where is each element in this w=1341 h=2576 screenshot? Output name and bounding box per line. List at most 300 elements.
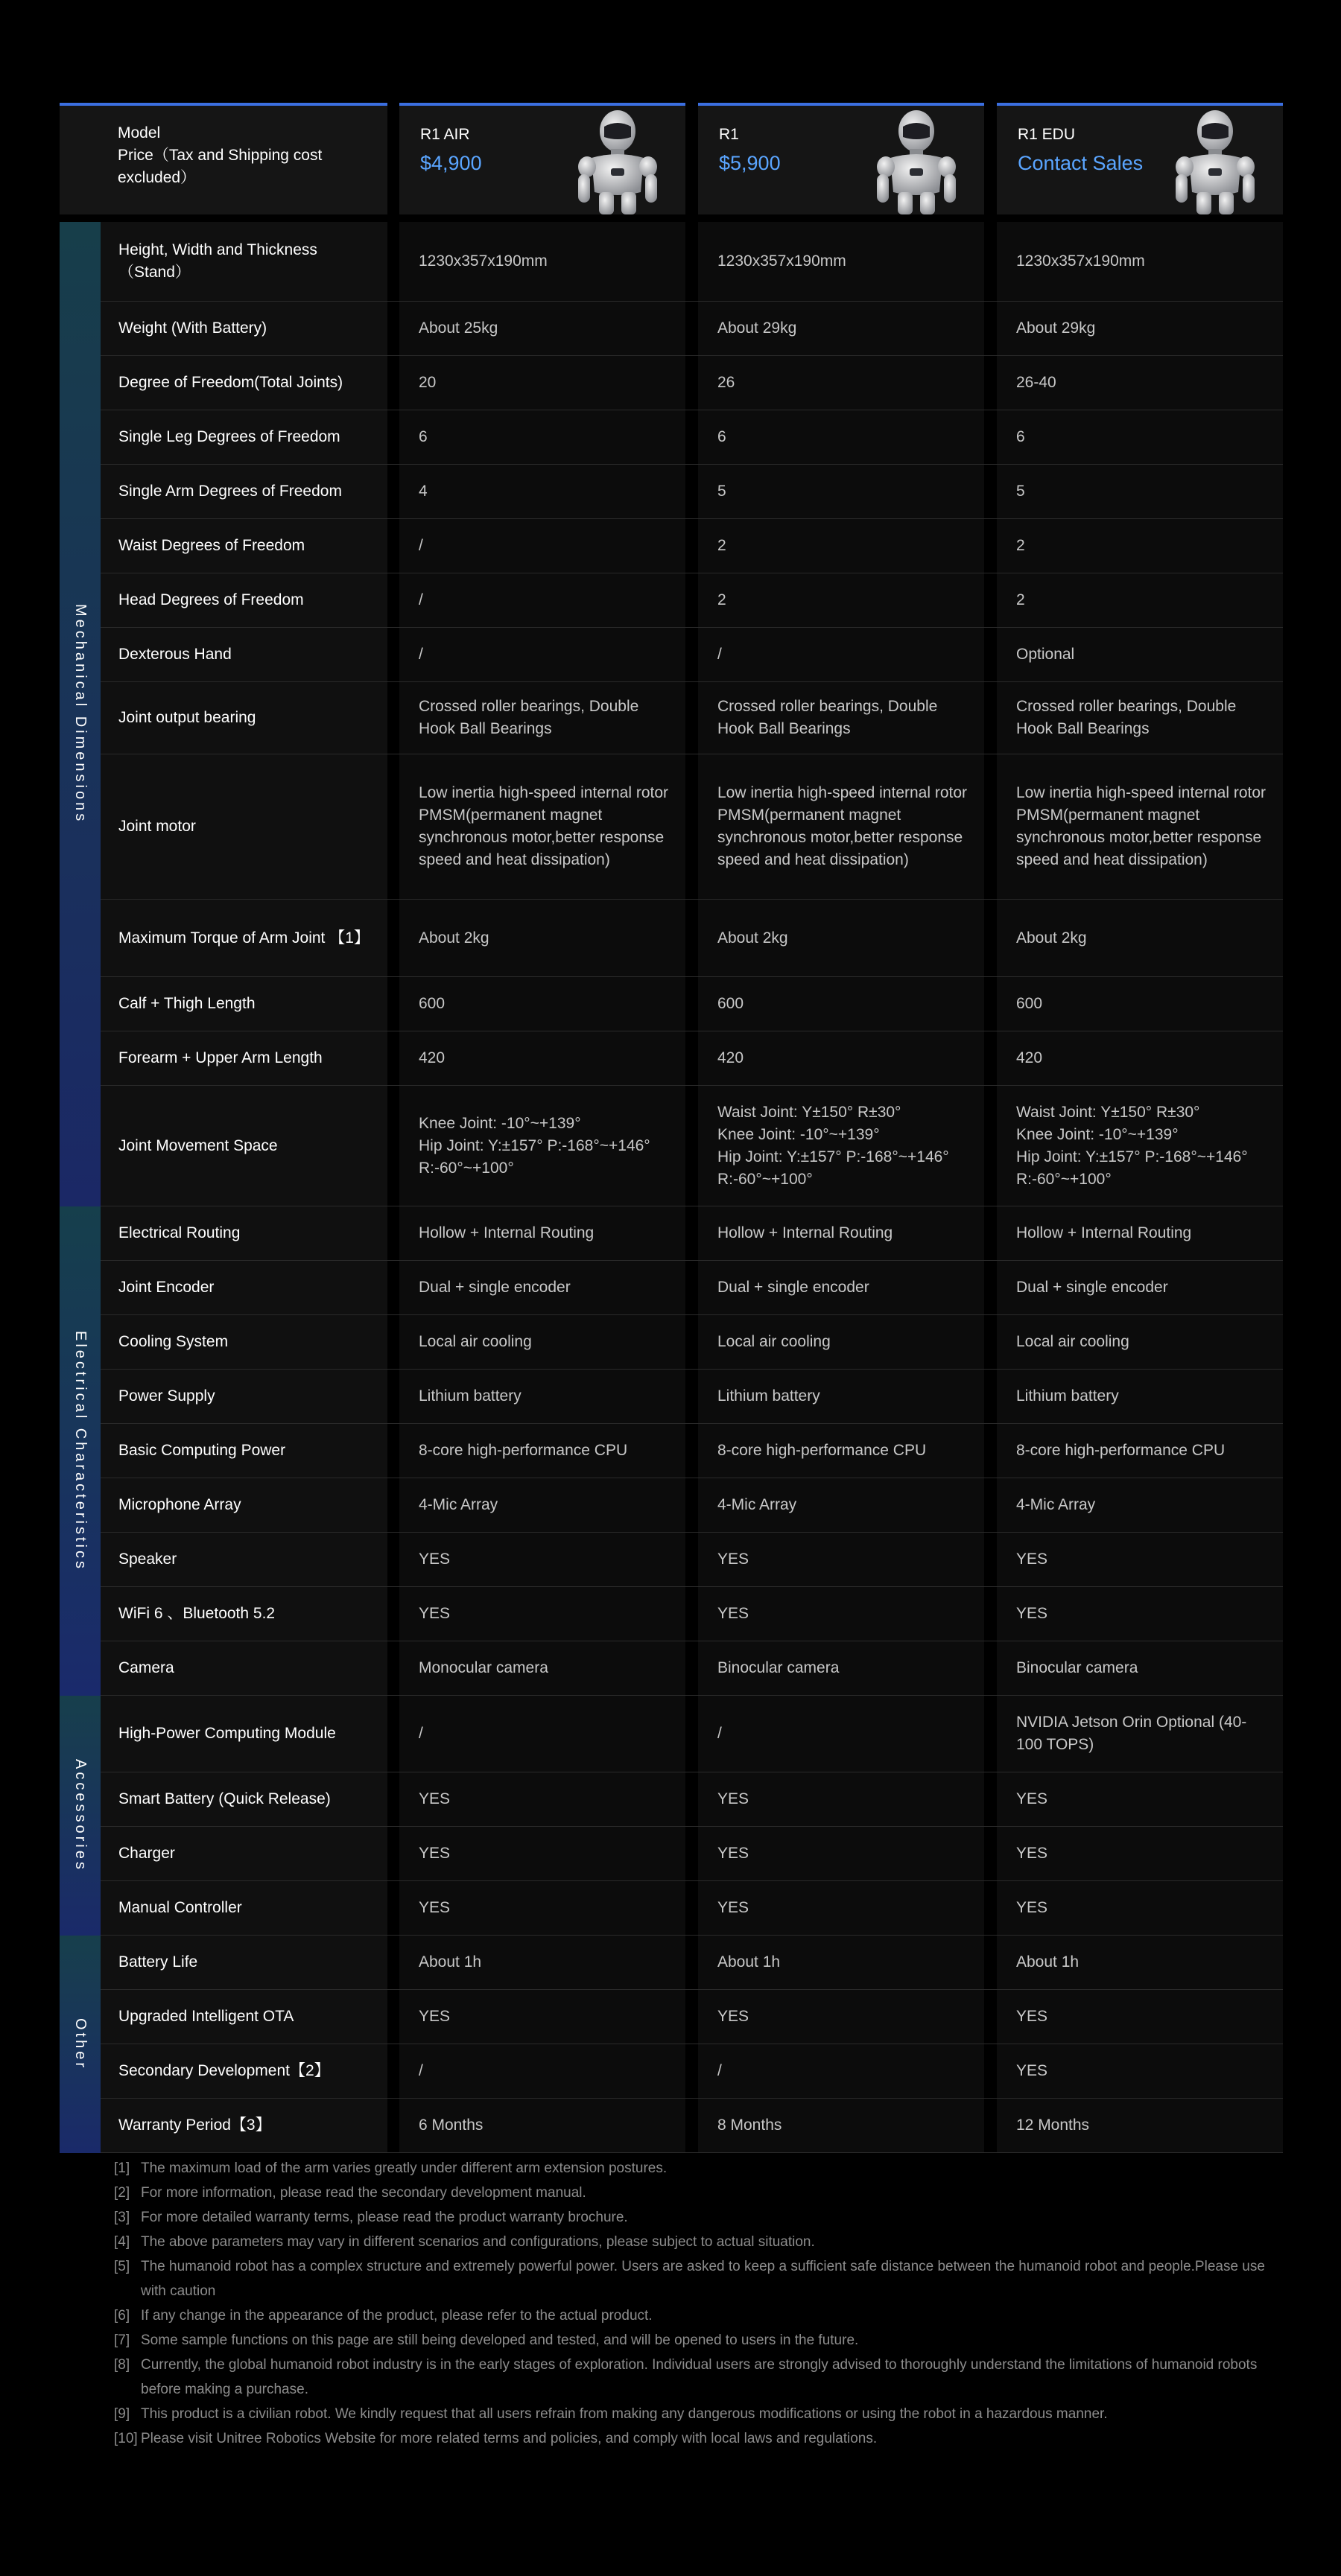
spec-value (698, 1086, 984, 1206)
section-label (60, 222, 101, 1206)
spec-value (399, 356, 685, 410)
product-column-r1[interactable] (698, 103, 984, 214)
footnote-number: [7] (114, 2332, 130, 2348)
spec-value (997, 2044, 1283, 2098)
spec-value (399, 2044, 685, 2098)
spec-label-text: Forearm + Upper Arm Length (118, 1049, 323, 1066)
spec-value-text: YES (1016, 1790, 1048, 1807)
spec-row (101, 1772, 1283, 1827)
spec-value (997, 410, 1283, 464)
footnote-text: For more detailed warranty terms, please read the product warranty brochure. (141, 2210, 628, 2225)
spec-value (698, 1533, 984, 1586)
spec-value (698, 410, 984, 464)
spec-value (698, 1424, 984, 1478)
spec-value-text: / (717, 646, 722, 663)
spec-label-text: Degree of Freedom(Total Joints) (118, 374, 343, 391)
spec-value (399, 1315, 685, 1369)
footnote-text: If any change in the appearance of the product, please refer to the actual product. (141, 2308, 653, 2324)
spec-value-text: / (419, 646, 423, 663)
spec-label-text: Camera (118, 1659, 174, 1676)
spec-value-text: 2 (717, 591, 726, 608)
spec-label-text: Joint Movement Space (118, 1136, 278, 1154)
spec-value (698, 573, 984, 627)
spec-value-text: YES (1016, 1845, 1048, 1862)
spec-label-text: Dexterous Hand (118, 646, 232, 663)
product-column-r1-edu[interactable] (997, 103, 1283, 214)
spec-value (399, 1533, 685, 1586)
spec-value-text: YES (717, 1790, 749, 1807)
spec-value (997, 682, 1283, 754)
spec-value-text: 4-Mic Array (1016, 1496, 1096, 1513)
spec-label (101, 465, 387, 518)
spec-value-text: 2 (717, 537, 726, 554)
spec-value (997, 1086, 1283, 1206)
spec-value (698, 465, 984, 518)
spec-section (60, 1696, 1283, 1936)
spec-value (997, 1936, 1283, 1989)
spec-value (698, 900, 984, 976)
section-title: Other (72, 2017, 89, 2071)
spec-value-text: 1230x357x190mm (1016, 252, 1145, 270)
spec-row (101, 754, 1283, 900)
spec-value (997, 1424, 1283, 1478)
spec-value-text: About 25kg (419, 319, 498, 337)
spec-row (101, 900, 1283, 977)
spec-label (101, 1641, 387, 1695)
spec-label (101, 1827, 387, 1880)
spec-value (997, 1533, 1283, 1586)
spec-label (101, 682, 387, 754)
spec-label-text: Electrical Routing (118, 1224, 241, 1241)
spec-value-text: / (717, 2062, 722, 2079)
spec-label-text: Calf + Thigh Length (118, 995, 256, 1012)
spec-value (997, 977, 1283, 1031)
spec-row (101, 2099, 1283, 2153)
spec-row (101, 1478, 1283, 1533)
spec-label (101, 900, 387, 976)
spec-label (101, 1086, 387, 1206)
spec-value (399, 1641, 685, 1695)
spec-row (101, 1533, 1283, 1587)
spec-label (101, 1587, 387, 1641)
spec-value-text: Binocular camera (1016, 1659, 1138, 1676)
spec-label-text: High-Power Computing Module (118, 1725, 336, 1742)
spec-row (101, 628, 1283, 682)
spec-value-text: YES (717, 1899, 749, 1916)
footnote-number: [4] (114, 2234, 130, 2250)
spec-section (60, 1206, 1283, 1696)
spec-value-text: YES (419, 1845, 451, 1862)
spec-value-text: Knee Joint: -10°~+139° Hip Joint: Y:±157° P:-168°~+146° R:-60°~+100° (419, 1114, 650, 1177)
spec-row (101, 1881, 1283, 1936)
spec-value (399, 1370, 685, 1423)
section-title: Electrical Characteristics (72, 1331, 89, 1571)
spec-value-text: 2 (1016, 591, 1025, 608)
spec-value (698, 682, 984, 754)
spec-value-text: 420 (1016, 1049, 1043, 1066)
spec-value (997, 1261, 1283, 1314)
footnote-number: [9] (114, 2406, 130, 2422)
spec-value (698, 1827, 984, 1880)
spec-value-text: Optional (1016, 646, 1075, 663)
spec-value (698, 519, 984, 573)
section-title: Mechanical Dimensions (72, 604, 89, 824)
product-price: $4,900 (420, 152, 482, 174)
spec-value-text: 8-core high-performance CPU (1016, 1442, 1226, 1459)
spec-value-text: Crossed roller bearings, Double Hook Ball Bearings (717, 698, 938, 737)
spec-value (698, 1990, 984, 2044)
spec-value-text: 12 Months (1016, 2117, 1090, 2134)
spec-value (698, 222, 984, 301)
spec-value (997, 1206, 1283, 1260)
spec-value (997, 222, 1283, 301)
spec-value-text: Low inertia high-speed internal rotor PMSM(permanent magnet synchronous motor,better response speed and heat dissipation) (419, 784, 669, 868)
spec-value (997, 1031, 1283, 1085)
spec-value-text: About 2kg (717, 929, 788, 947)
spec-value (997, 1772, 1283, 1826)
spec-value (399, 1478, 685, 1532)
section-title: Accessories (72, 1759, 89, 1872)
spec-value (997, 754, 1283, 899)
spec-value (399, 1086, 685, 1206)
spec-value-text: YES (1016, 2008, 1048, 2025)
header-label-cell (60, 103, 387, 214)
spec-value-text: 600 (717, 995, 744, 1012)
product-name: R1 AIR (420, 126, 470, 143)
spec-label-text: Power Supply (118, 1387, 215, 1405)
spec-value-text: 600 (419, 995, 446, 1012)
spec-label (101, 1478, 387, 1532)
spec-label (101, 1936, 387, 1989)
spec-value-text: / (419, 537, 423, 554)
spec-value-text: 1230x357x190mm (717, 252, 846, 270)
spec-row (101, 519, 1283, 573)
spec-value (997, 1315, 1283, 1369)
spec-value (399, 2099, 685, 2152)
spec-label-text: Height, Width and Thickness （Stand） (118, 241, 317, 281)
price-label: Price（Tax and Shipping cost excluded） (118, 147, 323, 186)
spec-value-text: About 29kg (717, 319, 797, 337)
spec-value-text: Hollow + Internal Routing (419, 1224, 595, 1241)
robot-image (569, 109, 666, 214)
spec-label (101, 302, 387, 355)
footnote-text: Some sample functions on this page are still being developed and tested, and will be opened to users in the future. (141, 2332, 859, 2348)
spec-value-text: Hollow + Internal Routing (717, 1224, 893, 1241)
spec-label (101, 222, 387, 301)
spec-value-text: Lithium battery (419, 1387, 522, 1405)
spec-value-text: Binocular camera (717, 1659, 840, 1676)
footnote (114, 2426, 1284, 2451)
spec-label-text: Smart Battery (Quick Release) (118, 1790, 331, 1807)
spec-row (101, 1990, 1283, 2044)
spec-value (399, 1424, 685, 1478)
spec-value (997, 900, 1283, 976)
spec-value (997, 302, 1283, 355)
spec-label (101, 573, 387, 627)
spec-section (60, 1936, 1283, 2153)
spec-value-text: 6 (717, 428, 726, 445)
spec-value (399, 1990, 685, 2044)
spec-value-text: YES (419, 1899, 451, 1916)
spec-value (997, 1881, 1283, 1935)
footnote-text: Currently, the global humanoid robot industry is in the early stages of exploration. Individual users are strongly advised to thoroughly understand the limitations of humanoid robots before making a purchase. (141, 2357, 1258, 2397)
spec-value (698, 628, 984, 681)
footnote (114, 2402, 1284, 2426)
spec-label-text: Manual Controller (118, 1899, 242, 1916)
spec-value (997, 2099, 1283, 2152)
spec-value-text: 420 (419, 1049, 446, 1066)
spec-value-text: YES (419, 1605, 451, 1622)
spec-value-text: About 29kg (1016, 319, 1096, 337)
spec-value-text: Low inertia high-speed internal rotor PMSM(permanent magnet synchronous motor,better response speed and heat dissipation) (1016, 784, 1266, 868)
spec-value (399, 754, 685, 899)
spec-value-text: YES (1016, 1605, 1048, 1622)
spec-value-text: About 2kg (419, 929, 489, 947)
spec-value-text: YES (419, 1551, 451, 1568)
spec-value (698, 1881, 984, 1935)
spec-value (399, 682, 685, 754)
spec-row (101, 1031, 1283, 1086)
spec-value (698, 1587, 984, 1641)
spec-label (101, 410, 387, 464)
spec-value-text: 6 Months (419, 2117, 484, 2134)
spec-value (399, 1587, 685, 1641)
spec-label (101, 356, 387, 410)
spec-value-text: YES (717, 1845, 749, 1862)
spec-value (399, 1031, 685, 1085)
spec-value-text: / (419, 1725, 423, 1742)
spec-value (997, 1587, 1283, 1641)
spec-label (101, 1424, 387, 1478)
spec-value (399, 1696, 685, 1772)
footnote-text: For more information, please read the secondary development manual. (141, 2185, 586, 2201)
spec-value-text: 5 (717, 483, 726, 500)
footnote-number: [8] (114, 2357, 130, 2373)
spec-value (698, 1315, 984, 1369)
table-header (60, 103, 1283, 214)
spec-value (997, 1641, 1283, 1695)
footnote-number: [6] (114, 2308, 130, 2324)
spec-value-text: 8 Months (717, 2117, 782, 2134)
spec-value-text: 5 (1016, 483, 1025, 500)
spec-label (101, 2099, 387, 2152)
spec-value (997, 573, 1283, 627)
footnote (114, 2328, 1284, 2353)
spec-value-text: 6 (419, 428, 428, 445)
footnote-text: Please visit Unitree Robotics Website for more related terms and policies, and comply with local laws and regulations. (141, 2431, 878, 2446)
spec-label (101, 1772, 387, 1826)
spec-value-text: Dual + single encoder (717, 1279, 869, 1296)
spec-value-text: / (419, 591, 423, 608)
spec-value-text: YES (717, 1605, 749, 1622)
spec-row (101, 356, 1283, 410)
spec-value-text: Low inertia high-speed internal rotor PMSM(permanent magnet synchronous motor,better response speed and heat dissipation) (717, 784, 968, 868)
spec-value-text: About 2kg (1016, 929, 1087, 947)
spec-value-text: Lithium battery (1016, 1387, 1119, 1405)
spec-row (101, 1315, 1283, 1370)
spec-label (101, 1696, 387, 1772)
spec-label (101, 754, 387, 899)
footnote-text: The humanoid robot has a complex structure and extremely powerful power. Users are asked to keep a sufficient safe distance between the humanoid robot and people.Please use with caution (141, 2259, 1265, 2299)
spec-value-text: About 1h (419, 1953, 482, 1971)
spec-value-text: 4 (419, 483, 428, 500)
spec-section (60, 222, 1283, 1206)
spec-value (399, 1936, 685, 1989)
spec-value-text: YES (419, 2008, 451, 2025)
spec-value (698, 754, 984, 899)
spec-row (101, 302, 1283, 356)
spec-label-text: Single Leg Degrees of Freedom (118, 428, 340, 445)
spec-row (101, 410, 1283, 465)
spec-value (698, 2099, 984, 2152)
spec-label (101, 1261, 387, 1314)
spec-label (101, 977, 387, 1031)
spec-value (399, 628, 685, 681)
spec-comparison-table (60, 103, 1283, 2153)
footnote (114, 2230, 1284, 2254)
footnotes (114, 2156, 1284, 2451)
spec-value-text: Dual + single encoder (419, 1279, 571, 1296)
spec-row (101, 465, 1283, 519)
spec-value (997, 1990, 1283, 2044)
spec-row (101, 1827, 1283, 1881)
spec-label-text: Head Degrees of Freedom (118, 591, 304, 608)
spec-row (101, 573, 1283, 628)
footnote (114, 2205, 1284, 2230)
spec-value-text: YES (1016, 1899, 1048, 1916)
product-price: $5,900 (719, 152, 781, 174)
spec-label (101, 1370, 387, 1423)
footnote-number: [5] (114, 2259, 130, 2274)
spec-value (399, 900, 685, 976)
spec-row (101, 1261, 1283, 1315)
spec-value (997, 356, 1283, 410)
spec-value-text: 2 (1016, 537, 1025, 554)
spec-value-text: 420 (717, 1049, 744, 1066)
spec-value-text: Monocular camera (419, 1659, 548, 1676)
spec-value (997, 1827, 1283, 1880)
spec-value-text: 4-Mic Array (717, 1496, 797, 1513)
footnote (114, 2156, 1284, 2181)
spec-label-text: Joint output bearing (118, 709, 256, 726)
spec-value (698, 1772, 984, 1826)
spec-value-text: 8-core high-performance CPU (419, 1442, 628, 1459)
spec-value-text: NVIDIA Jetson Orin Optional (40-100 TOPS) (1016, 1714, 1247, 1753)
spec-value (698, 1641, 984, 1695)
robot-image (868, 109, 965, 214)
spec-value-text: YES (717, 1551, 749, 1568)
spec-value-text: Crossed roller bearings, Double Hook Ball Bearings (1016, 698, 1237, 737)
footnote-number: [3] (114, 2210, 130, 2225)
spec-label (101, 1533, 387, 1586)
spec-value-text: / (717, 1725, 722, 1742)
spec-value (698, 1478, 984, 1532)
product-column-r1-air[interactable] (399, 103, 685, 214)
spec-row (101, 1696, 1283, 1772)
section-label (60, 1696, 101, 1936)
spec-value (997, 465, 1283, 518)
spec-row (101, 1370, 1283, 1424)
spec-label-text: Joint motor (118, 818, 196, 835)
spec-row (101, 1936, 1283, 1990)
spec-value-text: 26-40 (1016, 374, 1056, 391)
spec-label (101, 519, 387, 573)
spec-label (101, 2044, 387, 2098)
spec-value (698, 302, 984, 355)
spec-value-text: Waist Joint: Y±150° R±30° Knee Joint: -10°~+139° Hip Joint: Y:±157° P:-168°~+146° R:-60°~+100° (717, 1103, 949, 1188)
spec-value (399, 1827, 685, 1880)
spec-value (399, 222, 685, 301)
spec-value (698, 1206, 984, 1260)
spec-value-text: Crossed roller bearings, Double Hook Ball Bearings (419, 698, 639, 737)
spec-label-text: Single Arm Degrees of Freedom (118, 483, 342, 500)
spec-label-text: WiFi 6 、Bluetooth 5.2 (118, 1605, 276, 1622)
product-price: Contact Sales (1018, 152, 1144, 174)
spec-label-text: Basic Computing Power (118, 1442, 286, 1459)
spec-label-text: Secondary Development【2】 (118, 2062, 330, 2079)
spec-label (101, 1031, 387, 1085)
spec-value-text: About 1h (1016, 1953, 1080, 1971)
footnote-text: This product is a civilian robot. We kindly request that all users refrain from making any dangerous modifications or using the robot in a hazardous manner. (141, 2406, 1108, 2422)
spec-value (399, 573, 685, 627)
spec-label-text: Charger (118, 1845, 175, 1862)
footnote (114, 2254, 1284, 2303)
spec-value (698, 1261, 984, 1314)
footnote-text: The maximum load of the arm varies greatly under different arm extension postures. (141, 2160, 668, 2176)
footnote (114, 2181, 1284, 2205)
product-name: R1 (719, 126, 739, 143)
footnote-number: [10] (114, 2431, 138, 2446)
spec-sections (60, 222, 1283, 2153)
spec-value (997, 628, 1283, 681)
spec-value (698, 1936, 984, 1989)
spec-label-text: Speaker (118, 1551, 177, 1568)
spec-label (101, 628, 387, 681)
spec-label-text: Maximum Torque of Arm Joint 【1】 (118, 929, 370, 947)
spec-value-text: Local air cooling (717, 1333, 831, 1350)
spec-value (997, 519, 1283, 573)
spec-label-text: Weight (With Battery) (118, 319, 267, 337)
spec-value-text: 4-Mic Array (419, 1496, 498, 1513)
spec-value-text: 8-core high-performance CPU (717, 1442, 927, 1459)
spec-value (698, 2044, 984, 2098)
spec-value-text: 6 (1016, 428, 1025, 445)
spec-value-text: Local air cooling (419, 1333, 532, 1350)
spec-row (101, 1206, 1283, 1261)
spec-row (101, 1641, 1283, 1696)
spec-value (997, 1478, 1283, 1532)
spec-value (399, 977, 685, 1031)
spec-value (698, 1370, 984, 1423)
spec-value-text: About 1h (717, 1953, 781, 1971)
spec-value (698, 1031, 984, 1085)
spec-label-text: Joint Encoder (118, 1279, 215, 1296)
spec-value-text: Hollow + Internal Routing (1016, 1224, 1192, 1241)
section-label (60, 1936, 101, 2153)
spec-label-text: Upgraded Intelligent OTA (118, 2008, 294, 2025)
spec-value-text: YES (1016, 1551, 1048, 1568)
spec-value (997, 1696, 1283, 1772)
spec-value (997, 1370, 1283, 1423)
spec-value-text: 1230x357x190mm (419, 252, 548, 270)
footnote (114, 2353, 1284, 2402)
spec-value (698, 356, 984, 410)
spec-row (101, 682, 1283, 754)
spec-value-text: Dual + single encoder (1016, 1279, 1168, 1296)
spec-row (101, 977, 1283, 1031)
footnote-number: [1] (114, 2160, 130, 2176)
spec-label (101, 1881, 387, 1935)
